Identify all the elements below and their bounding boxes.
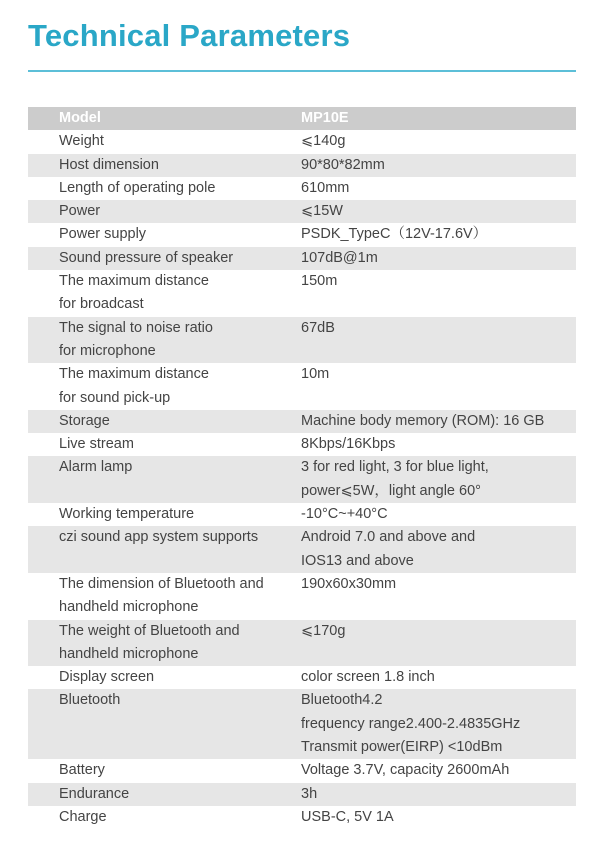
row-label: Host dimension — [59, 156, 159, 173]
table-row — [28, 689, 576, 759]
row-label: Power — [59, 203, 101, 220]
table-row — [28, 620, 576, 667]
table-header-row — [28, 107, 576, 130]
row-label: Power supply — [59, 226, 147, 243]
row-label: Alarm lamp — [59, 459, 133, 476]
row-label: The signal to noise ratio for microphone — [59, 319, 213, 359]
table-row — [28, 223, 576, 246]
row-label: Bluetooth — [59, 692, 121, 709]
row-value: 107dB@1m — [301, 249, 378, 266]
row-value: -10°C~+40°C — [301, 506, 388, 523]
row-label: Charge — [59, 808, 107, 825]
table-row — [28, 177, 576, 200]
table-row — [28, 154, 576, 177]
table-row — [28, 363, 576, 410]
row-value: ⩽140g — [301, 133, 346, 150]
table-row — [28, 783, 576, 806]
row-value: 610mm — [301, 179, 350, 196]
row-label: The dimension of Bluetooth and handheld microphone — [59, 575, 264, 616]
row-value: 3 for red light, 3 for blue light, power⩽5W，light angle 60° — [301, 459, 489, 499]
row-value: 90*80*82mm — [301, 156, 385, 173]
row-value: ⩽15W — [301, 203, 343, 220]
row-label: The maximum distance for sound pick-up — [59, 366, 209, 406]
row-value: 3h — [301, 785, 318, 802]
row-label: The weight of Bluetooth and handheld microphone — [59, 622, 240, 662]
table-row — [28, 666, 576, 689]
row-value: 67dB — [301, 319, 335, 336]
row-value: color screen 1.8 inch — [301, 669, 435, 686]
row-value: Android 7.0 and above and IOS13 and above — [301, 529, 476, 569]
table-row — [28, 200, 576, 223]
table-row — [28, 433, 576, 456]
row-label: Endurance — [59, 785, 130, 802]
table-row — [28, 270, 576, 317]
table-row — [28, 410, 576, 433]
row-value: Bluetooth4.2 frequency range2.400-2.4835GHz Transmit power(EIRP) <10dBm — [301, 692, 521, 756]
row-value: 190x60x30mm — [301, 575, 397, 592]
table-row — [28, 503, 576, 526]
row-label: Working temperature — [59, 506, 195, 523]
header-label: Model — [59, 110, 101, 126]
row-label: Storage — [59, 412, 110, 429]
row-value: 150m — [301, 273, 338, 290]
row-label: czi sound app system supports — [59, 529, 259, 546]
spec-table — [28, 107, 576, 829]
table-row — [28, 456, 576, 503]
table-row — [28, 806, 576, 829]
row-label: Display screen — [59, 669, 155, 686]
row-value: Voltage 3.7V, capacity 2600mAh — [301, 762, 510, 779]
table-row — [28, 247, 576, 270]
header-value: MP10E — [301, 110, 349, 126]
row-label: Live stream — [59, 436, 134, 453]
table-row — [28, 526, 576, 573]
table-row — [28, 130, 576, 153]
row-value: 8Kbps/16Kbps — [301, 436, 396, 453]
row-label: Length of operating pole — [59, 179, 216, 196]
row-value: ⩽170g — [301, 622, 346, 639]
row-label: Battery — [59, 762, 105, 779]
page-title: Technical Parameters — [28, 18, 351, 53]
row-label: Weight — [59, 133, 104, 150]
row-label: Sound pressure of speaker — [59, 249, 234, 266]
title-divider — [28, 70, 576, 72]
table-row — [28, 317, 576, 364]
row-value: Machine body memory (ROM): 16 GB — [301, 412, 545, 429]
row-value: PSDK_TypeC（12V-17.6V） — [301, 226, 488, 243]
row-value: USB-C, 5V 1A — [301, 808, 394, 825]
row-value: 10m — [301, 366, 330, 383]
table-row — [28, 759, 576, 782]
row-label: The maximum distance for broadcast — [59, 273, 209, 313]
table-row — [28, 573, 576, 620]
